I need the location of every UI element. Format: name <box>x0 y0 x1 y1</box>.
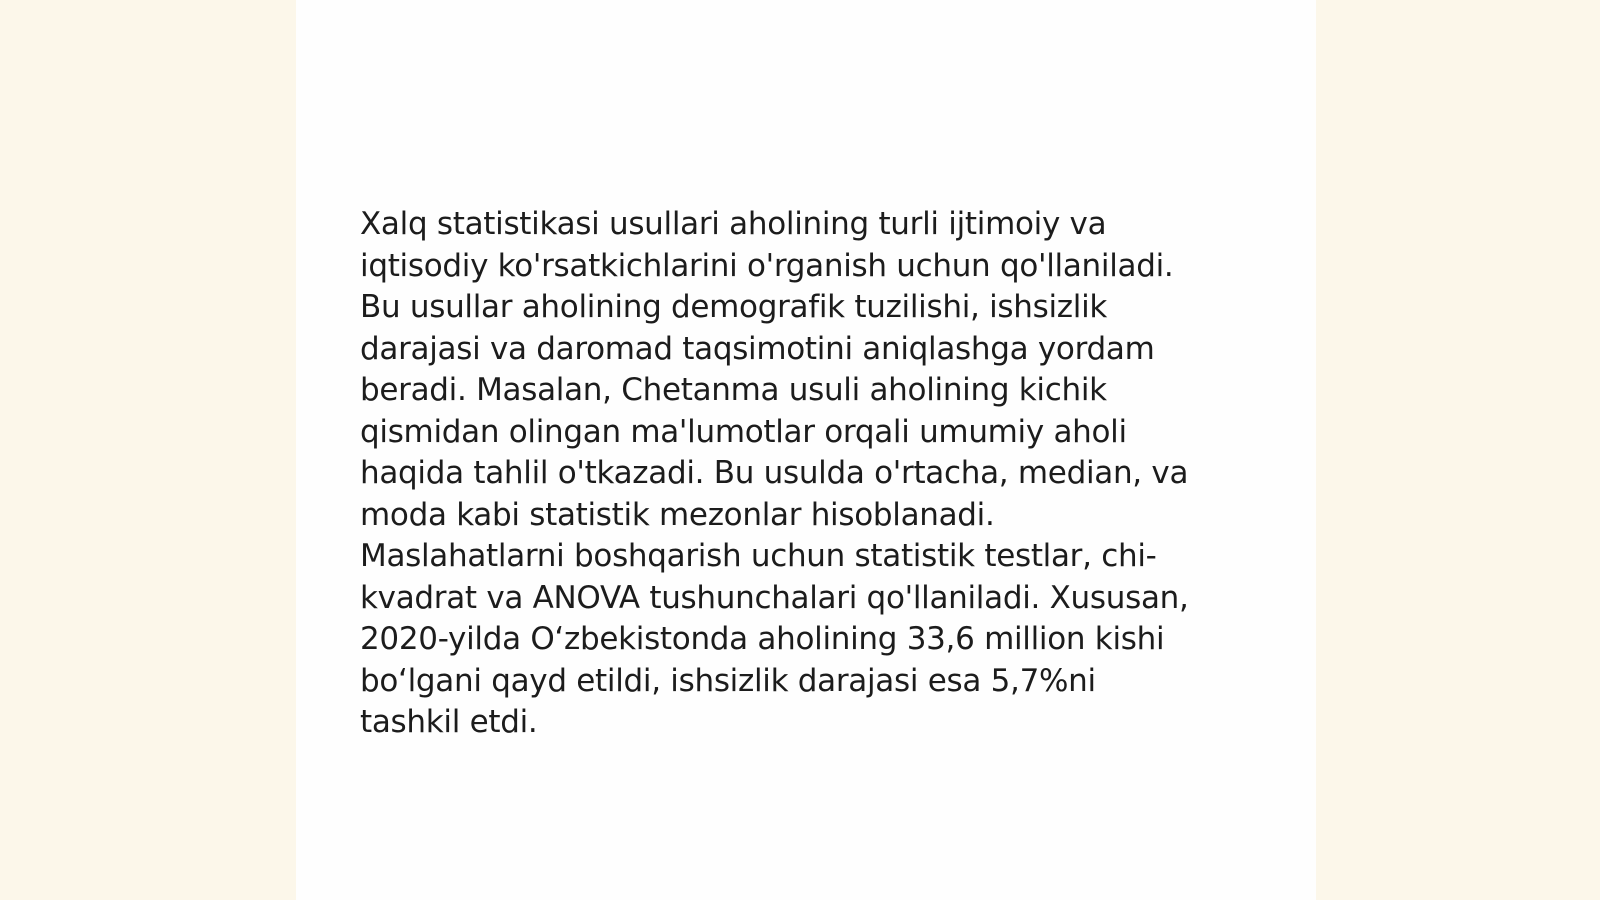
text-line: Bu usullar aholining demografik tuzilishi, ishsizlik <box>360 289 1108 325</box>
text-line: haqida tahlil o'tkazadi. Bu usulda o'rtacha, median, va <box>360 455 1189 491</box>
text-line: 2020-yilda O‘zbekistonda aholining 33,6 million kishi <box>360 621 1165 657</box>
text-line: beradi. Masalan, Chetanma usuli aholining kichik <box>360 372 1107 408</box>
text-line: tashkil etdi. <box>360 704 538 740</box>
slide-body-text <box>360 204 1260 744</box>
text-line: Xalq statistikasi usullari aholining turli ijtimoiy va <box>360 206 1107 242</box>
text-line: darajasi va daromad taqsimotini aniqlashga yordam <box>360 330 1155 367</box>
text-line: iqtisodiy ko'rsatkichlarini o'rganish uchun qo'llaniladi. <box>360 247 1174 284</box>
slide-canvas <box>296 0 1316 900</box>
text-line: bo‘lgani qayd etildi, ishsizlik darajasi esa 5,7%ni <box>360 662 1096 699</box>
text-line: qismidan olingan ma'lumotlar orqali umumiy aholi <box>360 413 1127 450</box>
text-line: kvadrat va ANOVA tushunchalari qo'llaniladi. Xususan, <box>360 579 1189 616</box>
text-line: moda kabi statistik mezonlar hisoblanadi. <box>360 496 995 533</box>
text-line: Maslahatlarni boshqarish uchun statistik testlar, chi- <box>360 538 1157 574</box>
